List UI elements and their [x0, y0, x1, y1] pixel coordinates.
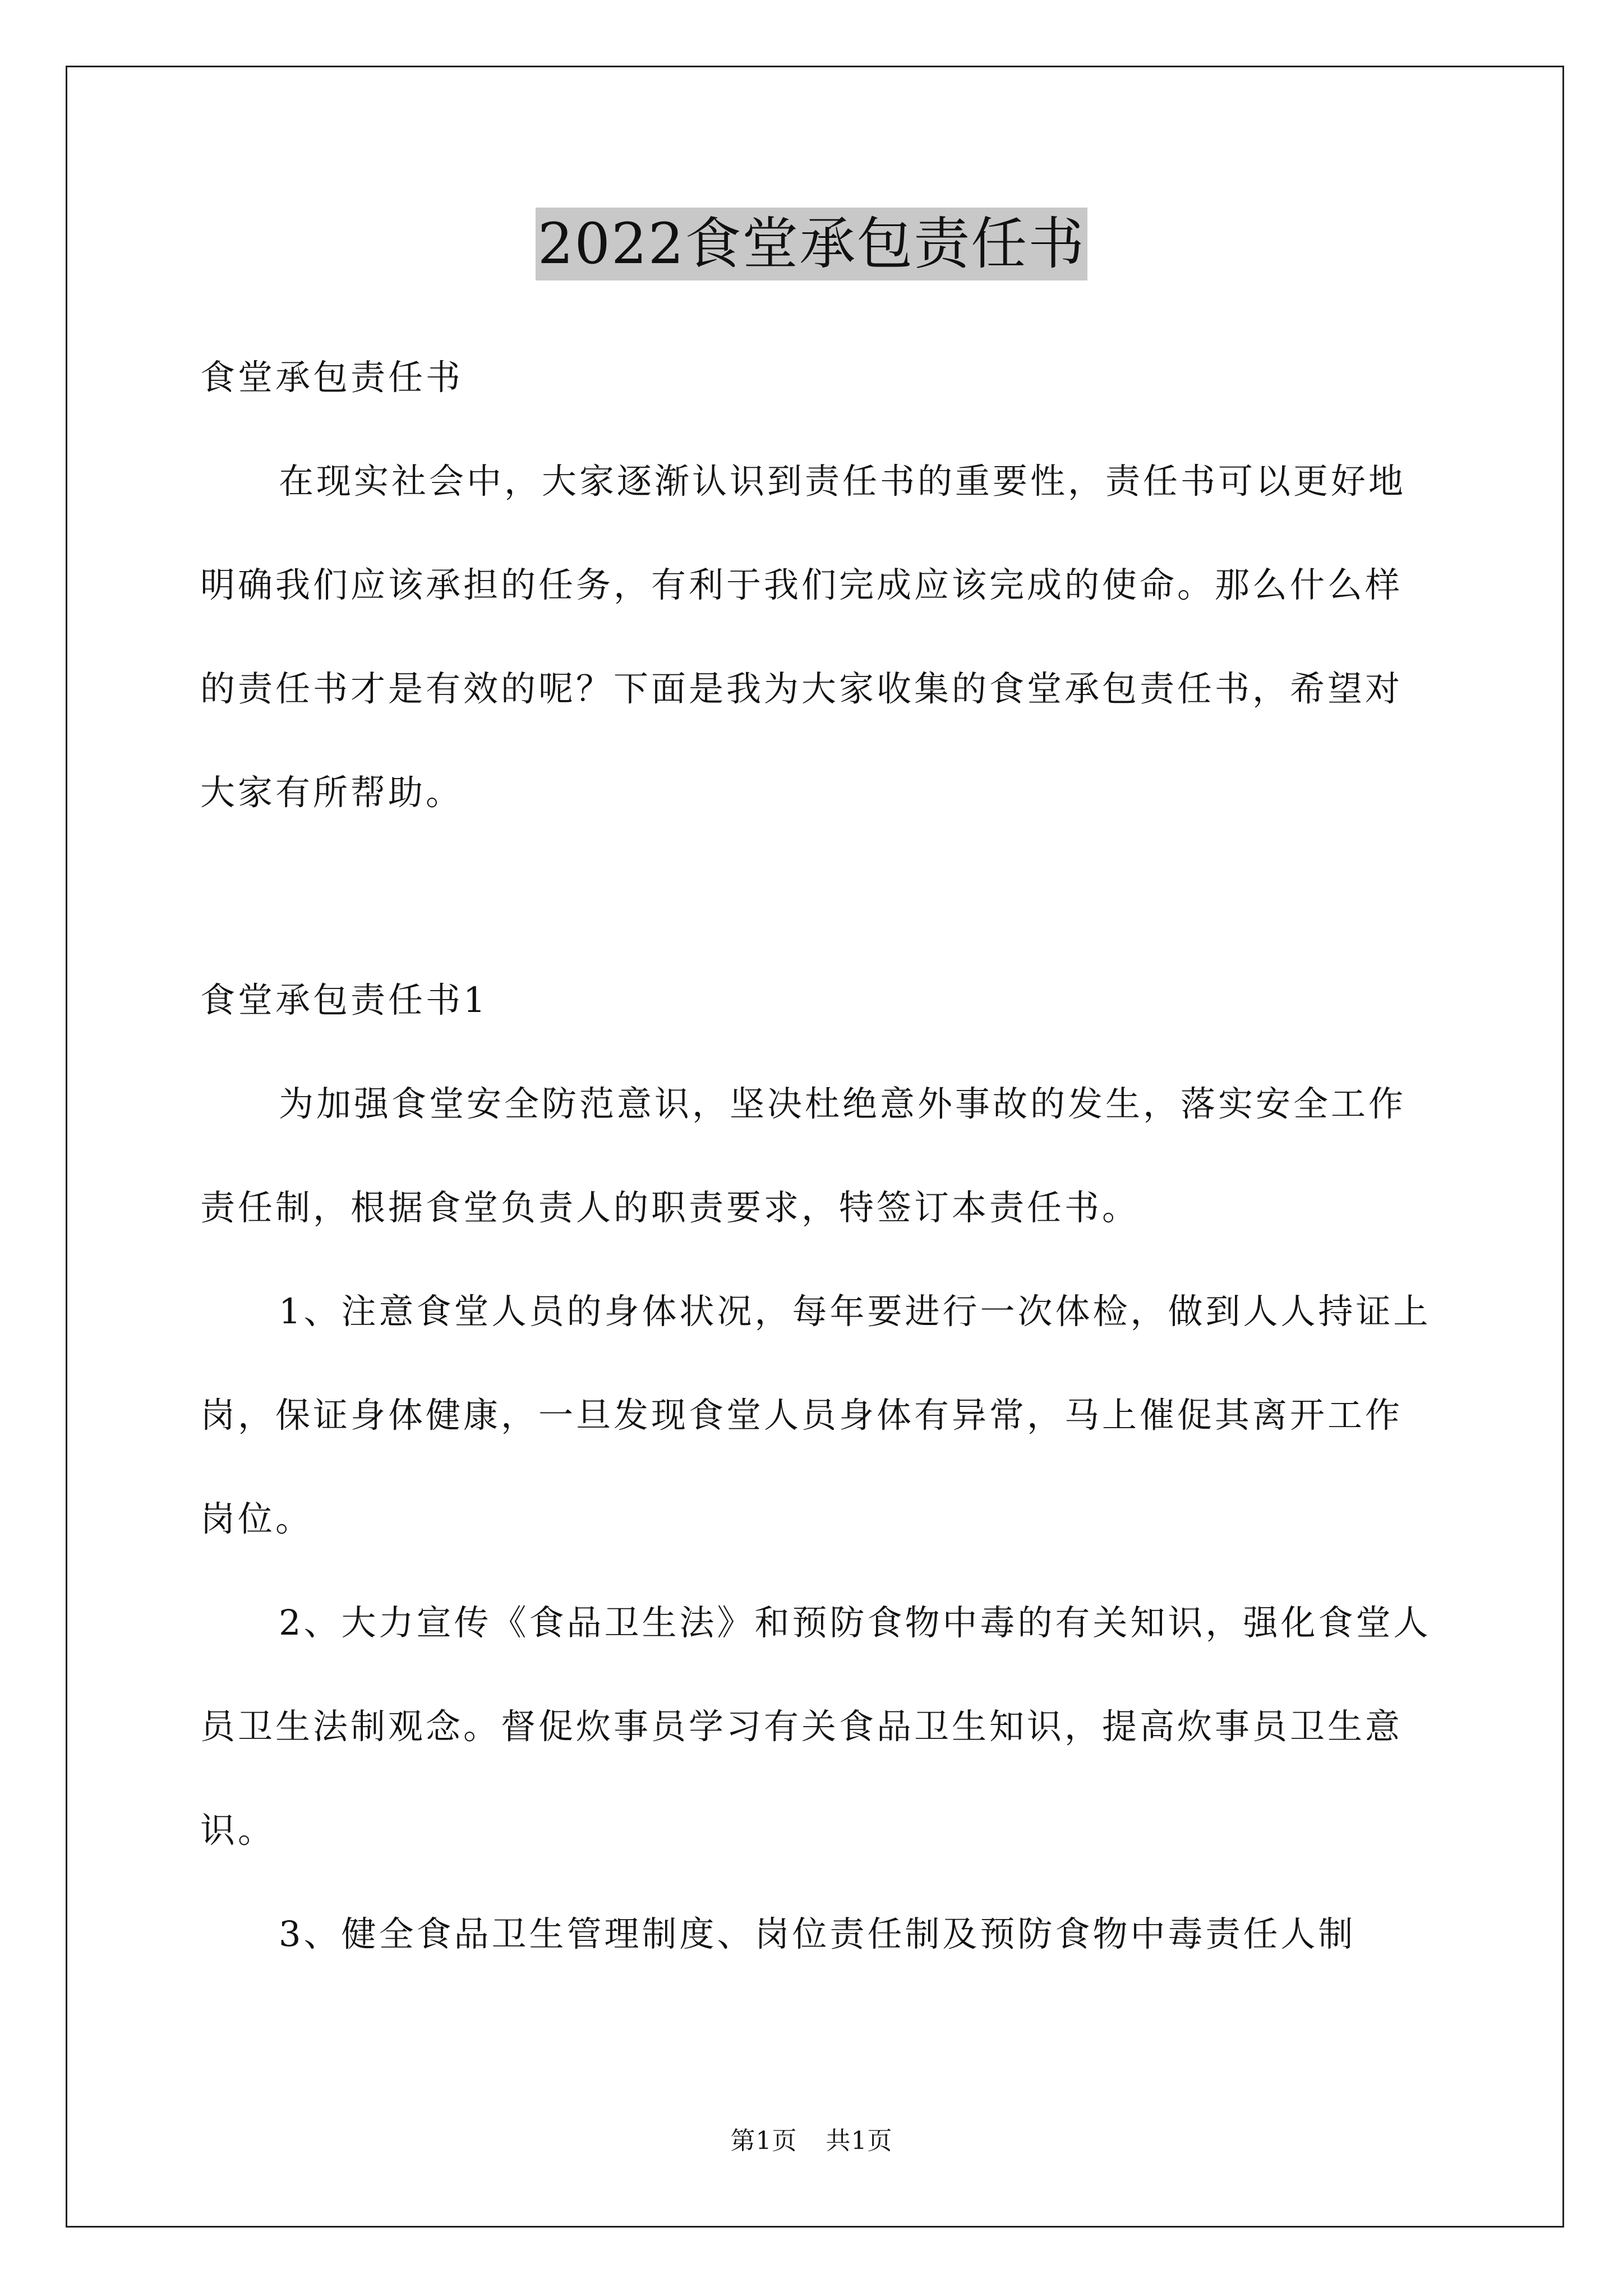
section-heading: 食堂承包责任书1	[200, 979, 488, 1020]
list-item-2: 2、大力宣传《食品卫生法》和预防食物中毒的有关知识，强化食堂人员卫生法制观念。督促炊事员学习有关食品卫生知识，提高炊事员卫生意识。	[200, 1602, 1431, 1851]
intro-paragraph: 在现实社会中，大家逐渐认识到责任书的重要性，责任书可以更好地明确我们应该承担的任务，有利于我们完成应该完成的使命。那么什么样的责任书才是有效的呢？下面是我为大家收集的食堂承包责任书，希望对大家有所帮助。	[200, 461, 1407, 813]
title-container	[0, 208, 1623, 280]
subtitle: 食堂承包责任书	[200, 357, 464, 398]
page-total: 共1页	[826, 2127, 893, 2155]
list-item-3: 3、健全食品卫生管理制度、岗位责任制及预防食物中毒责任人制	[279, 1913, 1356, 1954]
section-intro-paragraph: 为加强食堂安全防范意识，坚决杜绝意外事故的发生，落实安全工作责任制，根据食堂负责人的职责要求，特签订本责任书。	[200, 1083, 1407, 1228]
spacer	[200, 844, 1434, 948]
list-item-1: 1、注意食堂人员的身体状况，每年要进行一次体检，做到人人持证上岗，保证身体健康，一旦发现食堂人员身体有异常，马上催促其离开工作岗位。	[200, 1291, 1431, 1539]
page-number: 第1页	[730, 2127, 797, 2155]
document-title: 2022食堂承包责任书	[536, 208, 1088, 280]
page-footer	[0, 2120, 1623, 2156]
document-body	[200, 325, 1434, 1986]
